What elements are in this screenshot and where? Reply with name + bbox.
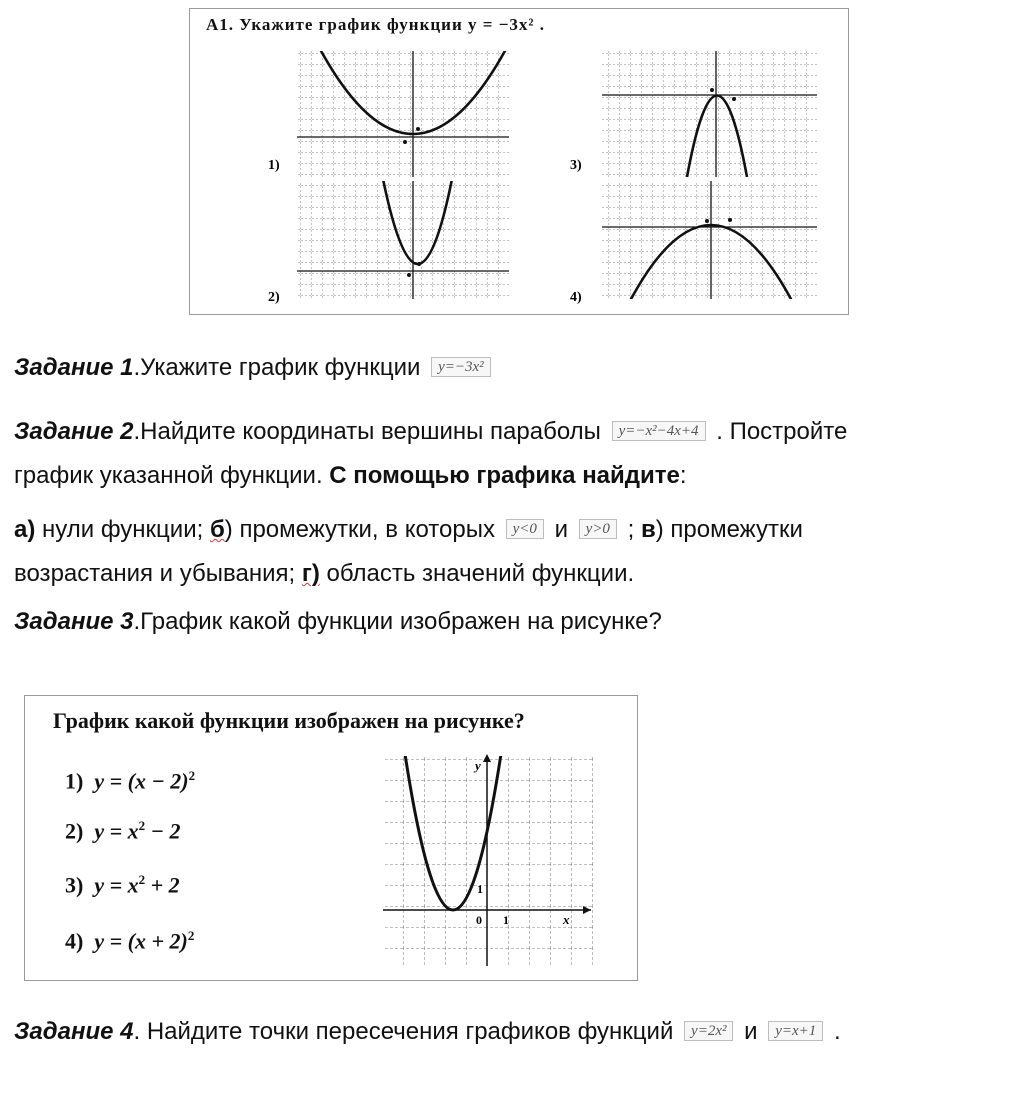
- figure-a1: [189, 8, 849, 315]
- figure-task-3-title: График какой функции изображен на рисунке?: [53, 708, 525, 733]
- task-1: [14, 352, 495, 384]
- task-4-formula-2: y=x+1: [768, 1021, 823, 1041]
- graph-y-label: y: [475, 758, 481, 773]
- task-4-and: и: [744, 1018, 758, 1045]
- panel-4-label: 4): [570, 290, 582, 305]
- panel-4-graph: [602, 181, 817, 301]
- task-3-title: Задание 3: [14, 608, 134, 635]
- task-1-text: .Укажите график функции: [133, 354, 421, 381]
- panel-1-label: 1): [268, 158, 280, 173]
- task-4-text: . Найдите точки пересечения графиков функций: [133, 1018, 674, 1045]
- panel-3-graph: [602, 51, 817, 177]
- figure-a1-graphs: [190, 9, 848, 314]
- option-4: 4) $y = (x + 2)^2$: [65, 928, 195, 954]
- option-1: 1) $y = (x - 2)^2$: [65, 768, 196, 794]
- task-2-line-4: [14, 558, 634, 590]
- task-3: [14, 606, 662, 638]
- figure-task-3-graph: [25, 696, 637, 980]
- item-g-text: область значений функции.: [326, 560, 635, 587]
- graph-one-y-label: 1: [477, 882, 483, 896]
- option-3: 3) $y = x^2 + 2$: [65, 872, 180, 898]
- task-1-formula: y=−3x²: [431, 357, 491, 377]
- panel-2-graph: [297, 179, 509, 299]
- task-4-formula-1: y=2x²: [684, 1021, 733, 1041]
- item-a-text: нули функции;: [42, 516, 204, 543]
- task-2-line-2-text: график указанной функции.: [14, 462, 323, 489]
- task-1-title: Задание 1: [14, 354, 134, 381]
- item-b-text: ) промежутки, в которых: [224, 516, 495, 543]
- figure-a1-header: А1. Укажите график функции y = −3x² .: [206, 15, 545, 34]
- item-a-label: а): [14, 516, 36, 543]
- task-4-title: Задание 4: [14, 1018, 134, 1045]
- panel-2-label: 2): [268, 290, 280, 305]
- task-2: [14, 416, 847, 448]
- panel-3-label: 3): [570, 158, 582, 173]
- task-2-title: Задание 2: [14, 418, 134, 445]
- and-word: и: [554, 516, 568, 543]
- graph-one-x-label: 1: [503, 913, 509, 927]
- item-v-text: ) промежутки: [655, 516, 803, 543]
- task-4: [14, 1016, 841, 1048]
- item-v-text-cont: возрастания и убывания;: [14, 560, 296, 587]
- figure-task-3: [24, 695, 638, 981]
- item-g-label: г): [301, 560, 320, 587]
- panel-1-graph: [297, 49, 509, 177]
- graph-zero-label: 0: [476, 913, 482, 927]
- task-2-line-2: [14, 460, 687, 492]
- separator: ;: [627, 516, 635, 543]
- task-2-text: .Найдите координаты вершины параболы: [133, 418, 601, 445]
- item-b-label: б: [209, 516, 225, 543]
- formula-y-less-zero: y<0: [506, 519, 544, 539]
- task-2-line-2-end: :: [679, 462, 687, 489]
- task-2-line-2-bold: С помощью графика найдите: [329, 462, 680, 489]
- task-2-text-end: . Постройте: [716, 418, 848, 445]
- item-v-label: в: [640, 516, 656, 543]
- option-2: 2) $y = x^2 - 2$: [65, 818, 181, 844]
- task-3-text: .График какой функции изображен на рисунке?: [133, 608, 662, 635]
- formula-y-greater-zero: y>0: [579, 519, 617, 539]
- task-2-line-3: [14, 514, 803, 546]
- task-4-end: .: [833, 1018, 841, 1045]
- graph-x-label: x: [563, 912, 570, 927]
- task-2-formula: y=−x²−4x+4: [612, 421, 706, 441]
